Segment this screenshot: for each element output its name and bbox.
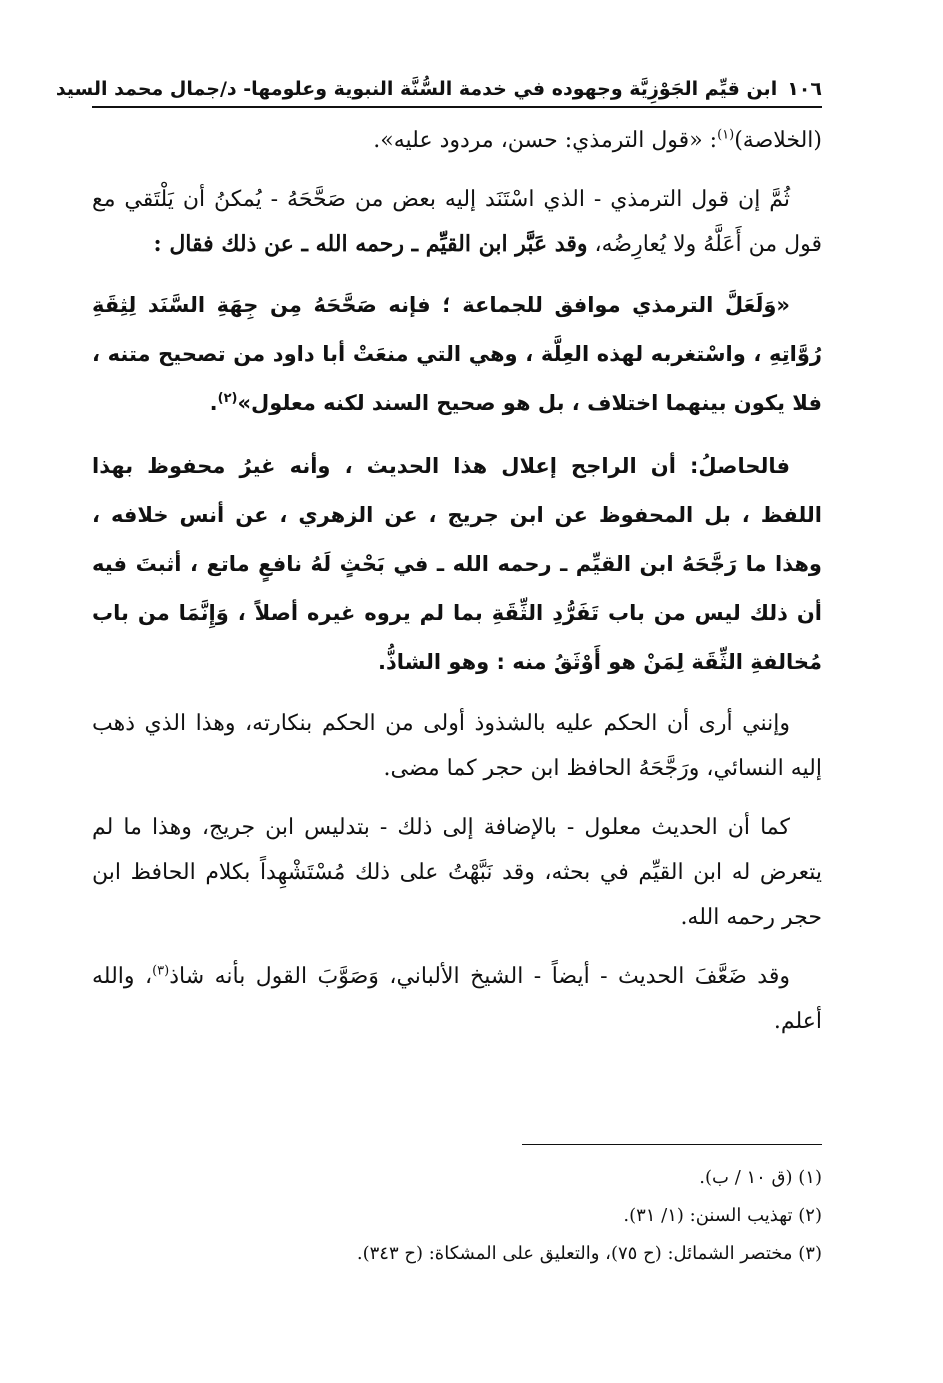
paragraph-5: وإنني أرى أن الحكم عليه بالشذوذ أولى من الحكم بنكارته، وهذا الذي ذهب إليه النسائي، ورَجَّحَهُ الحافظ ابن حجر كما مضى.: [92, 711, 822, 781]
page: [55, 78, 822, 1058]
footnote-ref-2: (٢): [217, 391, 238, 406]
footnotes: [92, 1144, 822, 1273]
paragraph-2-emphasis: وقد عَبَّر ابن القيِّم ـ رحمه الله ـ عن ذلك فقال :: [153, 231, 588, 257]
body-text: [92, 118, 822, 1044]
footnote-divider: [522, 1144, 822, 1145]
footnote-1: (١) (ق ١٠ / ب).: [699, 1167, 822, 1188]
ibn-qayyim-quote: [92, 281, 822, 428]
paragraph-2: [92, 177, 822, 267]
page-number: ١٠٦: [787, 78, 822, 100]
book-title: ابن قيِّم الجَوْزِيَّة وجهوده في خدمة السُّنَّة النبوية وعلومها- د/جمال محمد السيد: [55, 78, 778, 100]
footnote-3: (٣) مختصر الشمائل: (ح ٧٥)، والتعليق على المشكاة: (ح ٣٤٣).: [356, 1243, 822, 1264]
quote-end: .: [209, 391, 218, 415]
footnote-2: (٢) تهذيب السنن: (١/ ٣١).: [623, 1205, 822, 1226]
paragraph-7-start: وقد ضَعَّفَ الحديث - أيضاً - الشيخ الألباني، وَصَوَّبَ القول بأنه شاذ: [169, 964, 790, 989]
paragraph-1-end: : «قول الترمذي: حسن، مردود عليه».: [373, 128, 718, 153]
paragraph-2-text: ثُمَّ إن قول الترمذي - الذي اسْتَنَد إليه بعض من صَحَّحَهُ - يُمكنُ أن يَلْتَقي مع قول من أَعَلَّهُ ولا يُعارِضُه،: [92, 187, 822, 257]
footnote-ref-3: (٣): [152, 963, 170, 979]
paragraph-7: [92, 954, 822, 1044]
paragraph-6: كما أن الحديث معلول - بالإضافة إلى ذلك - بتدليس ابن جريج، وهذا ما لم يتعرض له ابن القيِّم في بحثه، وقد نَبَّهْتُ على ذلك مُسْتَشْهِداً بكلام الحافظ ابن حجر رحمه الله.: [92, 815, 822, 930]
paragraph-conclusion: فالحاصلُ: أن الراجح إعلال هذا الحديث ، وأنه غيرُ محفوظ بهذا اللفظ ، بل المحفوظ عن ابن جريج ، عن الزهري ، عن أنس خلافه ، وهذا ما رَجَّحَهُ ابن القيِّم ـ رحمه الله ـ في بَحْثٍ لَهُ نافعٍ ماتع ، أثبتَ فيه أن ذلك ليس من باب تَفَرُّدِ الثِّقَةِ بما لم يروه غيره أصلاً ، وَإِنَّمَا من باب مُخالفةِ الثِّقَة لِمَنْ هو أَوْثَقُ منه : وهو الشاذُّ.: [92, 454, 822, 674]
running-header: [55, 78, 822, 108]
quote-text: «وَلَعَلَّ الترمذي موافق للجماعة ؛ فإنه صَحَّحَهُ مِن جِهَةِ السَّنَد لِثِقَةِ رُوَّاتِهِ ، واسْتغربه لهذه العِلَّة ، وهي التي منعَتْ أبا داود من تصحيح متنه ، فلا يكون بينهما اختلاف ، بل هو صحيح السند لكنه معلول»: [92, 293, 822, 415]
paragraph-1: [92, 118, 822, 163]
paragraph-7-end: ، والله أعلم.: [92, 964, 822, 1034]
footnote-ref-1: (١): [717, 127, 735, 143]
paragraph-1-start: (الخلاصة): [734, 128, 822, 153]
